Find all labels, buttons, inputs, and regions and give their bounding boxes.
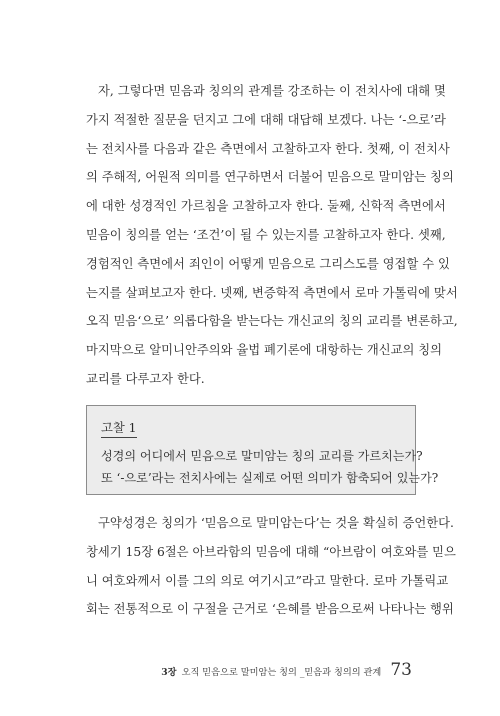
page-footer (161, 660, 412, 680)
text-line: 구약성경은 칭의가 ‘믿음으로 말미암는다’는 것을 확실히 증언한다. (98, 516, 454, 530)
text-line: 믿음이 칭의를 얻는 ‘조건’이 될 수 있는지를 고찰하고자 한다. 셋째, (86, 227, 446, 242)
text-line: 가지 적절한 질문을 던지고 그에 대해 대답해 보겠다. 나는 ‘-으로’라 (86, 112, 446, 127)
text-line: 오직 믿음‘으로’ 의롭다함을 받는다는 개신교의 칭의 교리를 변론하고, (86, 314, 458, 329)
study-question-2: 또 ‘-으로’라는 전치사에는 실제로 어떤 의미가 함축되어 있는가? (101, 471, 439, 485)
text-line: 자, 그렇다면 믿음과 칭의의 관계를 강조하는 이 전치사에 대해 몇 (98, 84, 446, 98)
text-line: 니 여호와께서 이를 그의 의로 여기시고”라고 말한다. 로마 가톨릭교 (86, 573, 449, 588)
text-line: 교리를 다루고자 한다. (86, 371, 205, 386)
text-line: 에 대한 성경적인 가르침을 고찰하고자 한다. 둘째, 신학적 측면에서 (86, 199, 446, 214)
text-line: 의 주해적, 어원적 의미를 연구하면서 더불어 믿음으로 말미암는 칭의 (86, 170, 454, 185)
footer-chapter: 3장 (161, 667, 177, 678)
text-line: 마지막으로 알미니안주의와 율법 폐기론에 대항하는 개신교의 칭의 (86, 343, 443, 358)
study-question-box (86, 405, 439, 495)
body-paragraph-1 (86, 77, 458, 394)
text-line: 회는 전통적으로 이 구절을 근거로 ‘은혜를 받음으로써 나타나는 행위 (86, 602, 454, 617)
page-number: 73 (390, 660, 412, 680)
body-paragraph-2 (86, 509, 456, 624)
study-question-1: 성경의 어디에서 믿음으로 말미암는 칭의 교리를 가르치는가? (101, 449, 423, 463)
text-line: 는지를 살펴보고자 한다. 넷째, 변증학적 측면에서 로마 가톨릭에 맞서 (86, 285, 458, 300)
text-line: 는 전치사를 다음과 같은 측면에서 고찰하고자 한다. 첫째, 이 전치사 (86, 141, 450, 156)
text-line: 경험적인 측면에서 죄인이 어떻게 믿음으로 그리스도를 영접할 수 있 (86, 256, 450, 271)
text-line: 창세기 15장 6절은 아브라함의 믿음에 대해 “아브람이 여호와를 믿으 (86, 544, 456, 559)
study-box-title: 고찰 1 (101, 420, 137, 438)
footer-running-title: 오직 믿음으로 말미암는 칭의 _믿음과 칭의의 관계 (181, 667, 382, 678)
